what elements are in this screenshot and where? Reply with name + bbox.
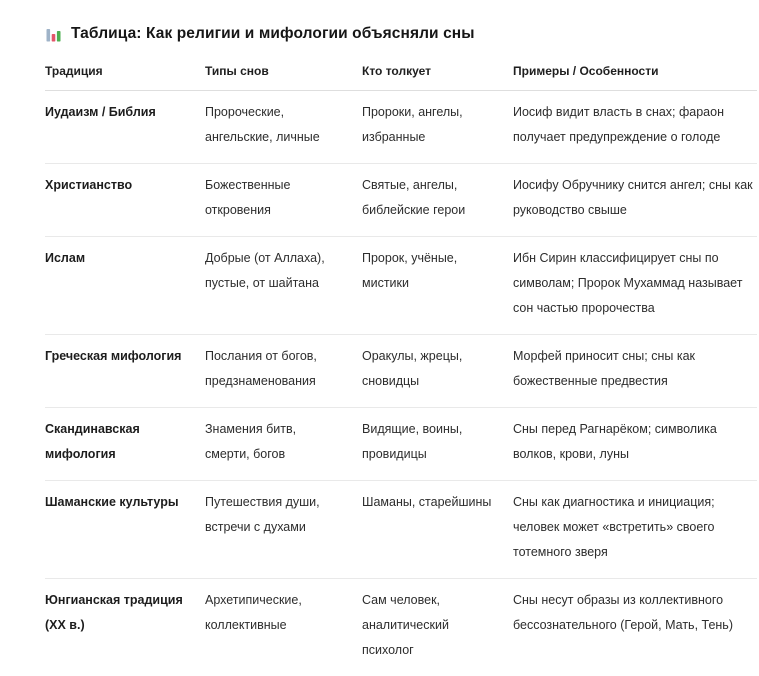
cell-dream-types: Пророческие, ангельские, личные [205,105,320,144]
table-row [45,164,757,237]
table-row [45,91,757,164]
cell-interpreter: Оракулы, жрецы, сновидцы [362,349,463,388]
cell-examples: Сны перед Рагнарёком; символика волков, крови, луны [513,422,717,461]
cell-tradition: Шаманские культуры [45,495,179,509]
cell-examples: Сны несут образы из коллективного бессознательного (Герой, Мать, Тень) [513,593,733,632]
bar-chart-icon [45,26,62,43]
cell-dream-types: Добрые (от Аллаха), пустые, от шайтана [205,251,325,290]
cell-interpreter: Пророки, ангелы, избранные [362,105,463,144]
table-row [45,237,757,335]
table-row [45,481,757,579]
religions-dreams-table [45,56,757,676]
column-header-interpreter: Кто толкует [362,64,431,78]
table-row [45,579,757,676]
column-header-tradition: Традиция [45,64,103,78]
cell-tradition: Скандинавская мифология [45,422,140,461]
cell-tradition: Ислам [45,251,86,265]
cell-interpreter: Видящие, воины, провидицы [362,422,463,461]
cell-examples: Сны как диагностика и инициация; человек может «встретить» своего тотемного зверя [513,495,715,559]
cell-examples: Ибн Сирин классифицирует сны по символам; Пророк Мухаммад называет сон частью пророчества [513,251,743,315]
page-title: Таблица: Как религии и мифологии объясняли сны [71,25,475,42]
cell-examples: Иосиф видит власть в снах; фараон получает предупреждение о голоде [513,105,724,144]
table-row [45,408,757,481]
table-header-row [45,56,757,91]
page-title-row [45,25,710,43]
cell-tradition: Иудаизм / Библия [45,105,156,119]
cell-dream-types: Послания от богов, предзнаменования [205,349,317,388]
column-header-dream-types: Типы снов [205,64,269,78]
cell-interpreter: Шаманы, старейшины [362,495,492,509]
cell-dream-types: Путешествия души, встречи с духами [205,495,320,534]
cell-interpreter: Сам человек, аналитический психолог [362,593,449,657]
cell-dream-types: Знамения битв, смерти, богов [205,422,297,461]
cell-examples: Иосифу Обручнику снится ангел; сны как руководство свыше [513,178,753,217]
cell-interpreter: Святые, ангелы, библейские герои [362,178,466,217]
cell-examples: Морфей приносит сны; сны как божественные предвестия [513,349,695,388]
cell-dream-types: Архетипические, коллективные [205,593,302,632]
cell-tradition: Греческая мифология [45,349,182,363]
cell-tradition: Юнгианская традиция (XX в.) [45,593,183,632]
column-header-examples: Примеры / Особенности [513,64,659,78]
table-row [45,335,757,408]
cell-tradition: Христианство [45,178,133,192]
cell-interpreter: Пророк, учёные, мистики [362,251,458,290]
cell-dream-types: Божественные откровения [205,178,291,217]
